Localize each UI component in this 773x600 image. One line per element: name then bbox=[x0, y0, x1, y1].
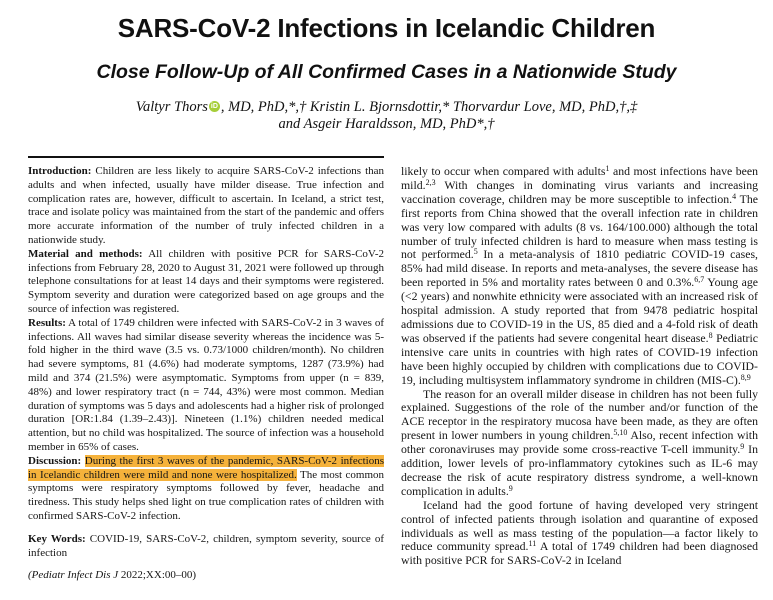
body-text-column bbox=[401, 156, 758, 568]
abstract-methods bbox=[28, 248, 384, 317]
abstract-introduction-text: Children are less likely to acquire SARS-CoV-2 infections than adults and when infected, usually have milder disease. True infection and complication rates are, however, difficult to ascertain. In Iceland, a strict test, trace and isolate policy was maintained from the start of the pandemic and offers more accurate information of the number of truly infected children in a nationwide study. bbox=[28, 165, 385, 246]
orcid-icon[interactable]: iD bbox=[210, 103, 218, 110]
article-header bbox=[0, 0, 773, 133]
abstract-discussion-label: Discussion: bbox=[28, 454, 82, 467]
article-title: SARS-CoV-2 Infections in Icelandic Children bbox=[117, 13, 656, 43]
abstract-results bbox=[28, 317, 384, 455]
abstract-results-text: A total of 1749 children were infected with SARS-CoV-2 in 3 waves of infections. All waves had similar disease severity whereas the incidence was 5-fold higher in the third wave (3.5 vs. 0.73/1000 children/month). No children had severe symptoms, 81 (4.6%) had moderate symptoms, 1287 (73.9%) had mild and 374 (21.5%) were asymptomatic. Symptoms from upper (n = 839, 48%) and lower respiratory tract (n = 744, 43%) were most common. Median duration of symptoms was 5 days and adolescents had a higher risk of prolonged duration [OR:1.84 (1.39–2.43)]. Nineteen (1.1%) children needed medical attention, but no child was hospitalized. The source of infection was a household member in 65% of cases. bbox=[28, 316, 384, 453]
two-column-body bbox=[28, 156, 758, 583]
highlighted-text: During the first 3 waves of the pandemic, SARS-CoV-2 infections in Icelandic children were mild and none were hospitalized. bbox=[28, 454, 384, 481]
author-line1-rest: , MD, PhD,*,† Kristin L. Bjornsdottir,* Thorvardur Love, MD, PhD,†,‡ bbox=[220, 99, 638, 115]
body-paragraph-3: Iceland had the good fortune of having developed very stringent control of infected patients through isolation and quarantine of exposed individuals as well as mass testing of the population—a factor likely to reduce community spread.$^{11}$ A total of 1749 children had been diagnosed with positive PCR for SARS-CoV-2 in Iceland bbox=[401, 497, 759, 568]
abstract-methods-label: Material and methods: bbox=[28, 247, 143, 260]
abstract-discussion-text: The most common symptoms were respiratory symptoms followed by fever, headache and tiredness. This study helps shed light on true complication rates of children with confirmed SARS-CoV-2 infection. bbox=[28, 468, 384, 522]
abstract-discussion bbox=[28, 455, 384, 524]
abstract-results-label: Results: bbox=[28, 316, 66, 329]
journal-citation bbox=[28, 569, 384, 583]
citation-rest: 2022;XX:00–00) bbox=[118, 569, 197, 582]
keywords bbox=[28, 533, 384, 561]
body-paragraph-1: likely to occur when compared with adults$^1$ and most infections have been mild.$^{2,3}$ With changes in dominating virus variants and increasing vaccination coverage, children may be more susceptible to infection.$^4$ The first reports from China showed that the overall infection rate in children was very low compared with adults (8 vs. 164/100.000) although the total number of truly infected children is hard to measure when mass testing is not performed.$^5$ In a meta-analysis of 1810 pediatric COVID-19 cases, 85% had mild disease. In reports and meta-analyses, the severe disease has been reported in 5% and mortality rates between 0 and 0.3%.$^{6,7}$ Young age (<2 years) and nonwhite ethnicity were associated with an increased risk of hospital admission. A study reported that from 9478 pediatric hospital admissions due to COVID-19 in the US, 85 died and a 4-fold risk of death was observed if the patients had severe congenital heart disease.$^8$ Pediatric intensive care units in countries with high rates of COVID-19 infection have been highly occupied by children with complications due to COVID-19, including multisystem inflammatory syndrome in children (MIS-C).$^{8,9}$ bbox=[401, 164, 759, 387]
author-name-1: Valtyr Thors bbox=[135, 99, 208, 115]
article-subtitle: Close Follow-Up of All Confirmed Cases in a Nationwide Study bbox=[96, 61, 677, 83]
abstract-column bbox=[28, 156, 384, 583]
keywords-label: Key Words: bbox=[28, 532, 86, 545]
body-paragraph-2: The reason for an overall milder disease in children has not been fully explained. Suggestions of the role of the number and/or function of the ACE receptor in the respiratory mucosa have been made, as they are often present in lower numbers in young children.$^{5,10}$ Also, recent infection with other coronaviruses may provide some cross-reactive T-cell immunity.$^9$ In addition, lower levels of pro-inflammatory cytokines such as IL-6 may decrease the risk of acute respiratory distress syndrome, a well-known complication in adults.$^9$ bbox=[401, 386, 758, 498]
journal-name: (Pediatr Infect Dis J bbox=[28, 569, 119, 582]
author-line2: and Asgeir Haraldsson, MD, PhD*,† bbox=[278, 116, 495, 132]
keywords-text: COVID-19, SARS-CoV-2, children, symptom severity, source of infection bbox=[28, 532, 385, 559]
abstract-methods-text: All children with positive PCR for SARS-CoV-2 infections from February 28, 2020 to August 31, 2021 were followed up through telephone consultations for at least 14 days and their symptoms were registered. Symptom severity and duration were categorized based on age groups and the source of infection was registered. bbox=[28, 247, 385, 315]
abstract-introduction-label: Introduction: bbox=[28, 165, 92, 177]
author-lines bbox=[20, 99, 753, 133]
abstract-introduction bbox=[28, 165, 384, 248]
